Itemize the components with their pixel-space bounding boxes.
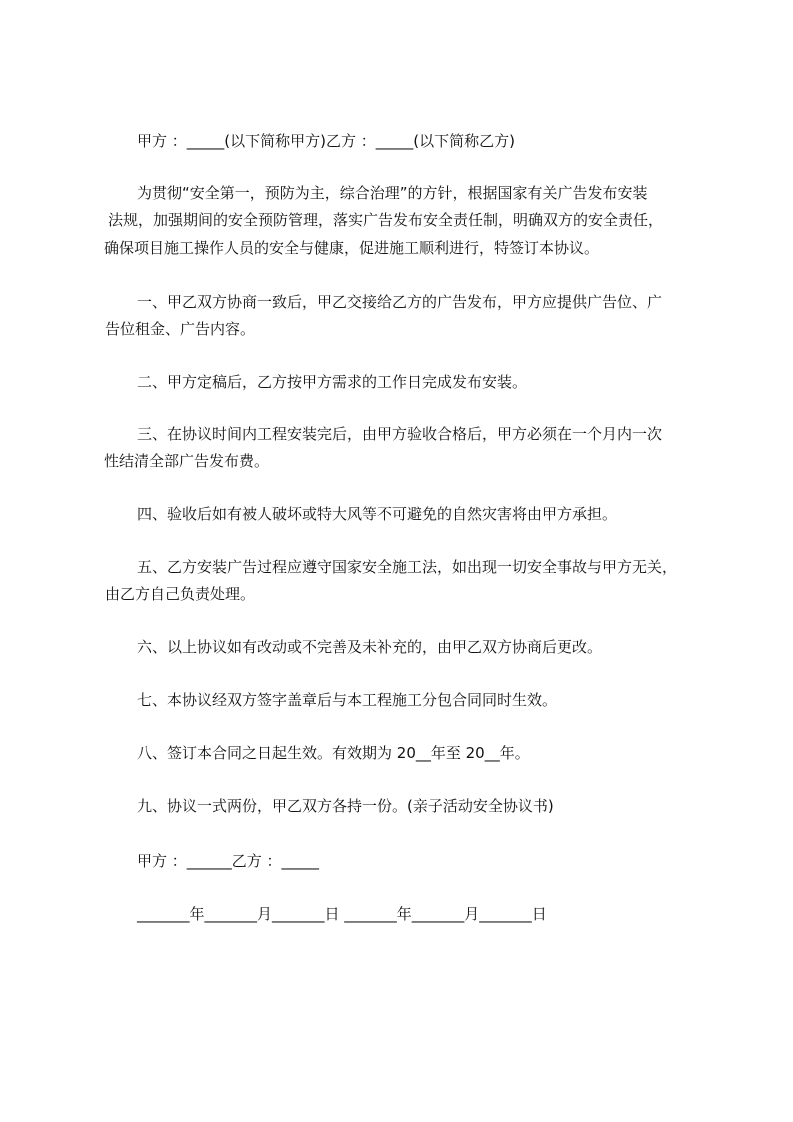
clause-5-line-1: 五、乙方安装广告过程应遵守国家安全施工法，如出现一切安全事故与甲方无关，	[137, 558, 678, 576]
preamble-line-3: 确保项目施工操作人员的安全与健康，促进施工顺利进行，特签订本协议。	[104, 239, 600, 257]
parties-line: 甲方 ：_____(以下简称甲方)乙方 ：_____(以下简称乙方)	[137, 132, 515, 150]
preamble-line-1: 为贯彻“安全第一，预防为主，综合治理”的方针，根据国家有关广告发布安装	[137, 184, 648, 202]
clause-3-line-2: 性结清全部广告发布费。	[104, 452, 270, 470]
clause-8: 八、签订本合同之日起生效。有效期为 20__年至 20__年。	[137, 744, 530, 762]
clause-1-line-2: 告位租金、广告内容。	[105, 320, 256, 338]
clause-5-line-2: 由乙方自己负责处理。	[105, 585, 256, 603]
clause-3-line-1: 三、在协议时间内工程安装完后，由甲方验收合格后，甲方必须在一个月内一次	[137, 425, 663, 443]
date-line: _______年_______月_______日 _______年_______月_______日	[137, 905, 547, 923]
preamble-line-2: 法规，加强期间的安全预防管理，落实广告发布安全责任制，明确双方的安全责任，	[108, 211, 664, 229]
clause-4: 四、验收后如有被人破坏或特大风等不可避免的自然灾害将由甲方承担。	[137, 505, 618, 523]
signature-line: 甲方 ：______乙方 ：_____	[137, 852, 320, 870]
clause-9: 九、协议一式两份，甲乙双方各持一份。(亲子活动安全协议书)	[137, 797, 554, 815]
clause-6: 六、以上协议如有改动或不完善及未补充的，由甲乙双方协商后更改。	[137, 638, 603, 656]
clause-1-line-1: 一、甲乙双方协商一致后，甲乙交接给乙方的广告发布，甲方应提供广告位、广	[137, 293, 663, 311]
clause-7: 七、本协议经双方签字盖章后与本工程施工分包合同同时生效。	[137, 691, 558, 709]
clause-2: 二、甲方定稿后，乙方按甲方需求的工作日完成发布安装。	[137, 373, 528, 391]
